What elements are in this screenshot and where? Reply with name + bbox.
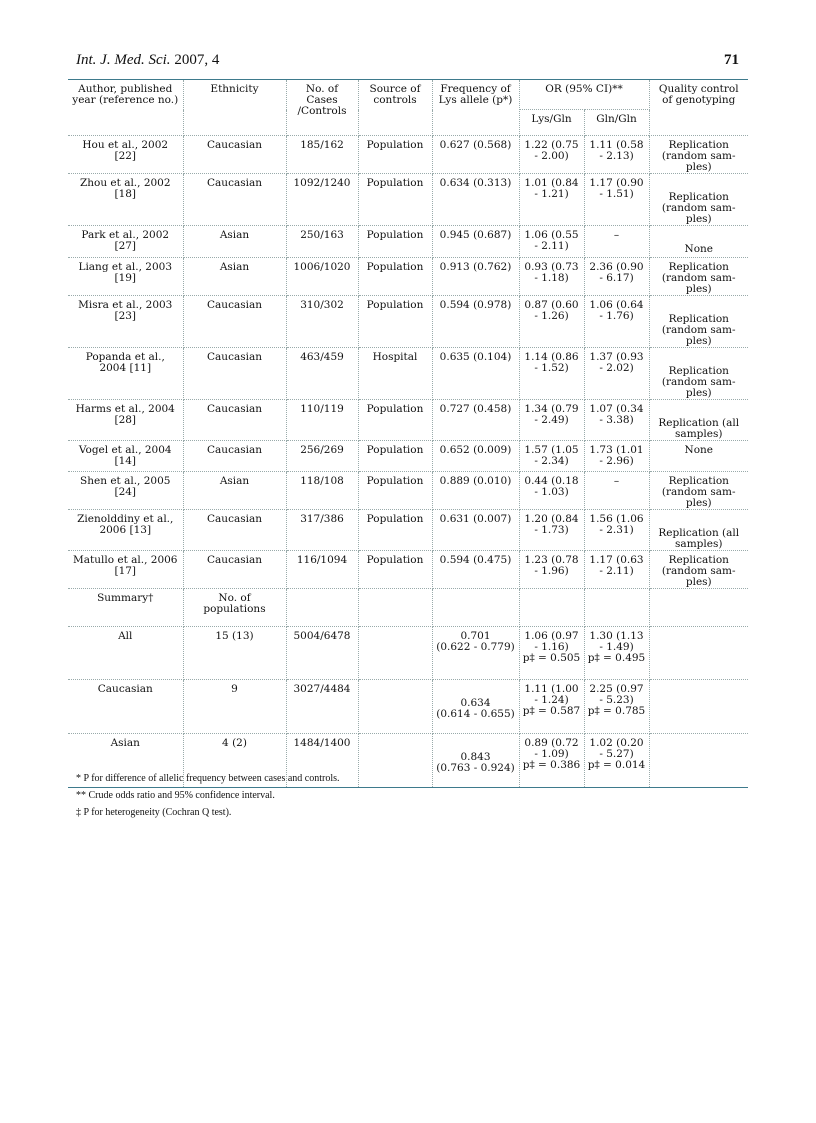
summary-frequency-value: 0.701 bbox=[460, 630, 491, 642]
summary-frequency bbox=[432, 680, 519, 734]
cell-lys-gln: 1.34 (0.79 - 2.49) bbox=[519, 400, 584, 441]
cell-source: Population bbox=[358, 441, 432, 472]
cell-frequency: 0.727 (0.458) bbox=[432, 400, 519, 441]
cell-gln-gln: 2.36 (0.90 - 6.17) bbox=[584, 258, 649, 296]
cell-author: Liang et al., 2003 [19] bbox=[68, 258, 183, 296]
cell-lys-gln: 1.20 (0.84 - 1.73) bbox=[519, 510, 584, 551]
cell-cases: 110/119 bbox=[286, 400, 358, 441]
populations-label: No. of populations bbox=[183, 589, 286, 627]
cell-source: Population bbox=[358, 510, 432, 551]
summary-frequency-value: 0.634 bbox=[460, 697, 491, 709]
col-header-ethnicity: Ethnicity bbox=[183, 80, 286, 136]
cell-quality-control bbox=[649, 510, 748, 551]
col-header-odds-ratio: OR (95% CI)** bbox=[519, 80, 649, 110]
cell-cases: 250/163 bbox=[286, 226, 358, 258]
col-header-source: Source of controls bbox=[358, 80, 432, 136]
table-row bbox=[68, 136, 748, 174]
cell-lys-gln: 0.87 (0.60 - 1.26) bbox=[519, 296, 584, 348]
cell-ethnicity: Caucasian bbox=[183, 348, 286, 400]
journal-citation bbox=[76, 52, 219, 69]
cell-cases: 317/386 bbox=[286, 510, 358, 551]
journal-year-volume: 2007, 4 bbox=[170, 52, 220, 68]
col-header-cases-controls: No. of Cases /Controls bbox=[286, 80, 358, 136]
cell-author: Matullo et al., 2006 [17] bbox=[68, 551, 183, 589]
quality-control-text: Replication (all samples) bbox=[658, 417, 740, 440]
summary-group: Asian bbox=[68, 734, 183, 788]
cell-gln-gln: – bbox=[584, 226, 649, 258]
cell-author: Shen et al., 2005 [24] bbox=[68, 472, 183, 510]
summary-lys-gln: 1.06 (0.97 - 1.16) p‡ = 0.505 bbox=[519, 627, 584, 680]
cell-ethnicity: Asian bbox=[183, 226, 286, 258]
running-header bbox=[76, 52, 739, 72]
cell-lys-gln: 0.93 (0.73 - 1.18) bbox=[519, 258, 584, 296]
cell-lys-gln: 1.01 (0.84 - 1.21) bbox=[519, 174, 584, 226]
cell-ethnicity: Caucasian bbox=[183, 400, 286, 441]
table-row bbox=[68, 226, 748, 258]
cell-author: Harms et al., 2004 [28] bbox=[68, 400, 183, 441]
cell-cases: 118/108 bbox=[286, 472, 358, 510]
summary-lys-gln: 0.89 (0.72 - 1.09) p‡ = 0.386 bbox=[519, 734, 584, 788]
footnote: ‡ P for heterogeneity (Cochran Q test). bbox=[76, 807, 232, 818]
summary-lys-gln: 1.11 (1.00 - 1.24) p‡ = 0.587 bbox=[519, 680, 584, 734]
cell-ethnicity: Caucasian bbox=[183, 296, 286, 348]
cell-lys-gln: 1.06 (0.55 - 2.11) bbox=[519, 226, 584, 258]
cell-source: Population bbox=[358, 174, 432, 226]
cell-source: Population bbox=[358, 400, 432, 441]
cell-cases: 1092/1240 bbox=[286, 174, 358, 226]
cell-quality-control bbox=[649, 400, 748, 441]
summary-populations: 4 (2) bbox=[183, 734, 286, 788]
cell-author: Vogel et al., 2004 [14] bbox=[68, 441, 183, 472]
cell-quality-control bbox=[649, 174, 748, 226]
table-row bbox=[68, 510, 748, 551]
col-header-author: Author, published year (reference no.) bbox=[68, 80, 183, 136]
table-row bbox=[68, 348, 748, 400]
cell-frequency: 0.627 (0.568) bbox=[432, 136, 519, 174]
heterogeneity-p: p‡ = 0.785 bbox=[587, 705, 646, 717]
cell-ethnicity: Caucasian bbox=[183, 174, 286, 226]
cell-frequency: 0.945 (0.687) bbox=[432, 226, 519, 258]
cell-gln-gln: 1.17 (0.90 - 1.51) bbox=[584, 174, 649, 226]
table-row bbox=[68, 551, 748, 589]
heterogeneity-p: p‡ = 0.386 bbox=[522, 759, 581, 771]
quality-control-text: Replication (random sam-ples) bbox=[661, 191, 736, 225]
journal-name: Int. J. Med. Sci. bbox=[76, 52, 171, 68]
col-header-gln-gln: Gln/Gln bbox=[584, 110, 649, 136]
summary-row bbox=[68, 680, 748, 734]
cell-source: Population bbox=[358, 136, 432, 174]
results-table bbox=[68, 79, 748, 788]
cell-author: Popanda et al., 2004 [11] bbox=[68, 348, 183, 400]
cell-cases: 185/162 bbox=[286, 136, 358, 174]
cell-ethnicity: Caucasian bbox=[183, 441, 286, 472]
summary-cases: 3027/4484 bbox=[286, 680, 358, 734]
cell-frequency: 0.635 (0.104) bbox=[432, 348, 519, 400]
summary-gln-gln: 1.02 (0.20 - 5.27) p‡ = 0.014 bbox=[584, 734, 649, 788]
summary-cases: 5004/6478 bbox=[286, 627, 358, 680]
cell-frequency: 0.594 (0.978) bbox=[432, 296, 519, 348]
cell-gln-gln: 1.56 (1.06 - 2.31) bbox=[584, 510, 649, 551]
summary-frequency bbox=[432, 627, 519, 680]
cell-lys-gln: 1.57 (1.05 - 2.34) bbox=[519, 441, 584, 472]
table-row bbox=[68, 296, 748, 348]
summary-frequency-ci: (0.763 - 0.924) bbox=[436, 762, 515, 774]
cell-frequency: 0.913 (0.762) bbox=[432, 258, 519, 296]
cell-lys-gln: 1.23 (0.78 - 1.96) bbox=[519, 551, 584, 589]
cell-source: Hospital bbox=[358, 348, 432, 400]
cell-frequency: 0.652 (0.009) bbox=[432, 441, 519, 472]
cell-author: Hou et al., 2002 [22] bbox=[68, 136, 183, 174]
cell-quality-control: Replication (random sam-ples) bbox=[649, 551, 748, 589]
table-footnotes bbox=[76, 770, 746, 821]
cell-gln-gln: 1.06 (0.64 - 1.76) bbox=[584, 296, 649, 348]
heterogeneity-p: p‡ = 0.587 bbox=[522, 705, 581, 717]
cell-frequency: 0.634 (0.313) bbox=[432, 174, 519, 226]
cell-source: Population bbox=[358, 472, 432, 510]
cell-lys-gln: 0.44 (0.18 - 1.03) bbox=[519, 472, 584, 510]
cell-quality-control bbox=[649, 226, 748, 258]
cell-quality-control bbox=[649, 296, 748, 348]
summary-group: All bbox=[68, 627, 183, 680]
cell-source: Population bbox=[358, 258, 432, 296]
summary-header-row bbox=[68, 589, 748, 627]
cell-quality-control: None bbox=[649, 441, 748, 472]
summary-row bbox=[68, 627, 748, 680]
cell-frequency: 0.631 (0.007) bbox=[432, 510, 519, 551]
cell-ethnicity: Asian bbox=[183, 258, 286, 296]
cell-gln-gln: 1.11 (0.58 - 2.13) bbox=[584, 136, 649, 174]
cell-ethnicity: Asian bbox=[183, 472, 286, 510]
cell-cases: 310/302 bbox=[286, 296, 358, 348]
cell-cases: 256/269 bbox=[286, 441, 358, 472]
cell-author: Zienolddiny et al., 2006 [13] bbox=[68, 510, 183, 551]
cell-quality-control bbox=[649, 348, 748, 400]
footnote: ** Crude odds ratio and 95% confidence interval. bbox=[76, 790, 275, 801]
summary-gln-gln: 1.30 (1.13 - 1.49) p‡ = 0.495 bbox=[584, 627, 649, 680]
summary-frequency-value: 0.843 bbox=[460, 751, 491, 763]
summary-group: Caucasian bbox=[68, 680, 183, 734]
page-number: 71 bbox=[724, 52, 739, 68]
summary-populations: 9 bbox=[183, 680, 286, 734]
col-header-quality-control: Quality control of genotyping bbox=[649, 80, 748, 136]
cell-lys-gln: 1.22 (0.75 - 2.00) bbox=[519, 136, 584, 174]
cell-author: Park et al., 2002 [27] bbox=[68, 226, 183, 258]
cell-ethnicity: Caucasian bbox=[183, 551, 286, 589]
footnote: * P for difference of allelic frequency between cases and controls. bbox=[76, 773, 340, 784]
cell-frequency: 0.889 (0.010) bbox=[432, 472, 519, 510]
heterogeneity-p: p‡ = 0.014 bbox=[587, 759, 646, 771]
col-header-lys-gln: Lys/Gln bbox=[519, 110, 584, 136]
quality-control-text: Replication (random sam-ples) bbox=[661, 365, 736, 399]
summary-label: Summary† bbox=[68, 589, 183, 627]
quality-control-text: None bbox=[684, 243, 713, 255]
heterogeneity-p: p‡ = 0.505 bbox=[522, 652, 581, 664]
summary-frequency-ci: (0.614 - 0.655) bbox=[436, 708, 515, 720]
cell-cases: 1006/1020 bbox=[286, 258, 358, 296]
cell-quality-control: Replication (random sam-ples) bbox=[649, 472, 748, 510]
summary-cases: 1484/1400 bbox=[286, 734, 358, 788]
summary-gln-gln: 2.25 (0.97 - 5.23) p‡ = 0.785 bbox=[584, 680, 649, 734]
table-row bbox=[68, 174, 748, 226]
cell-quality-control: Replication (random sam-ples) bbox=[649, 136, 748, 174]
table-row bbox=[68, 400, 748, 441]
summary-frequency-ci: (0.622 - 0.779) bbox=[436, 641, 515, 653]
cell-gln-gln: 1.07 (0.34 - 3.38) bbox=[584, 400, 649, 441]
cell-frequency: 0.594 (0.475) bbox=[432, 551, 519, 589]
col-header-frequency: Frequency of Lys allele (p*) bbox=[432, 80, 519, 136]
table-row bbox=[68, 441, 748, 472]
cell-source: Population bbox=[358, 551, 432, 589]
cell-source: Population bbox=[358, 296, 432, 348]
cell-source: Population bbox=[358, 226, 432, 258]
cell-quality-control: Replication (random sam-ples) bbox=[649, 258, 748, 296]
summary-populations: 15 (13) bbox=[183, 627, 286, 680]
cell-ethnicity: Caucasian bbox=[183, 510, 286, 551]
cell-author: Zhou et al., 2002 [18] bbox=[68, 174, 183, 226]
cell-gln-gln: 1.37 (0.93 - 2.02) bbox=[584, 348, 649, 400]
table-row bbox=[68, 258, 748, 296]
cell-ethnicity: Caucasian bbox=[183, 136, 286, 174]
cell-author: Misra et al., 2003 [23] bbox=[68, 296, 183, 348]
cell-lys-gln: 1.14 (0.86 - 1.52) bbox=[519, 348, 584, 400]
cell-gln-gln: – bbox=[584, 472, 649, 510]
cell-cases: 116/1094 bbox=[286, 551, 358, 589]
quality-control-text: Replication (all samples) bbox=[658, 527, 740, 550]
cell-gln-gln: 1.73 (1.01 - 2.96) bbox=[584, 441, 649, 472]
heterogeneity-p: p‡ = 0.495 bbox=[587, 652, 646, 664]
quality-control-text: Replication (random sam-ples) bbox=[661, 313, 736, 347]
cell-gln-gln: 1.17 (0.63 - 2.11) bbox=[584, 551, 649, 589]
cell-cases: 463/459 bbox=[286, 348, 358, 400]
table-row bbox=[68, 472, 748, 510]
